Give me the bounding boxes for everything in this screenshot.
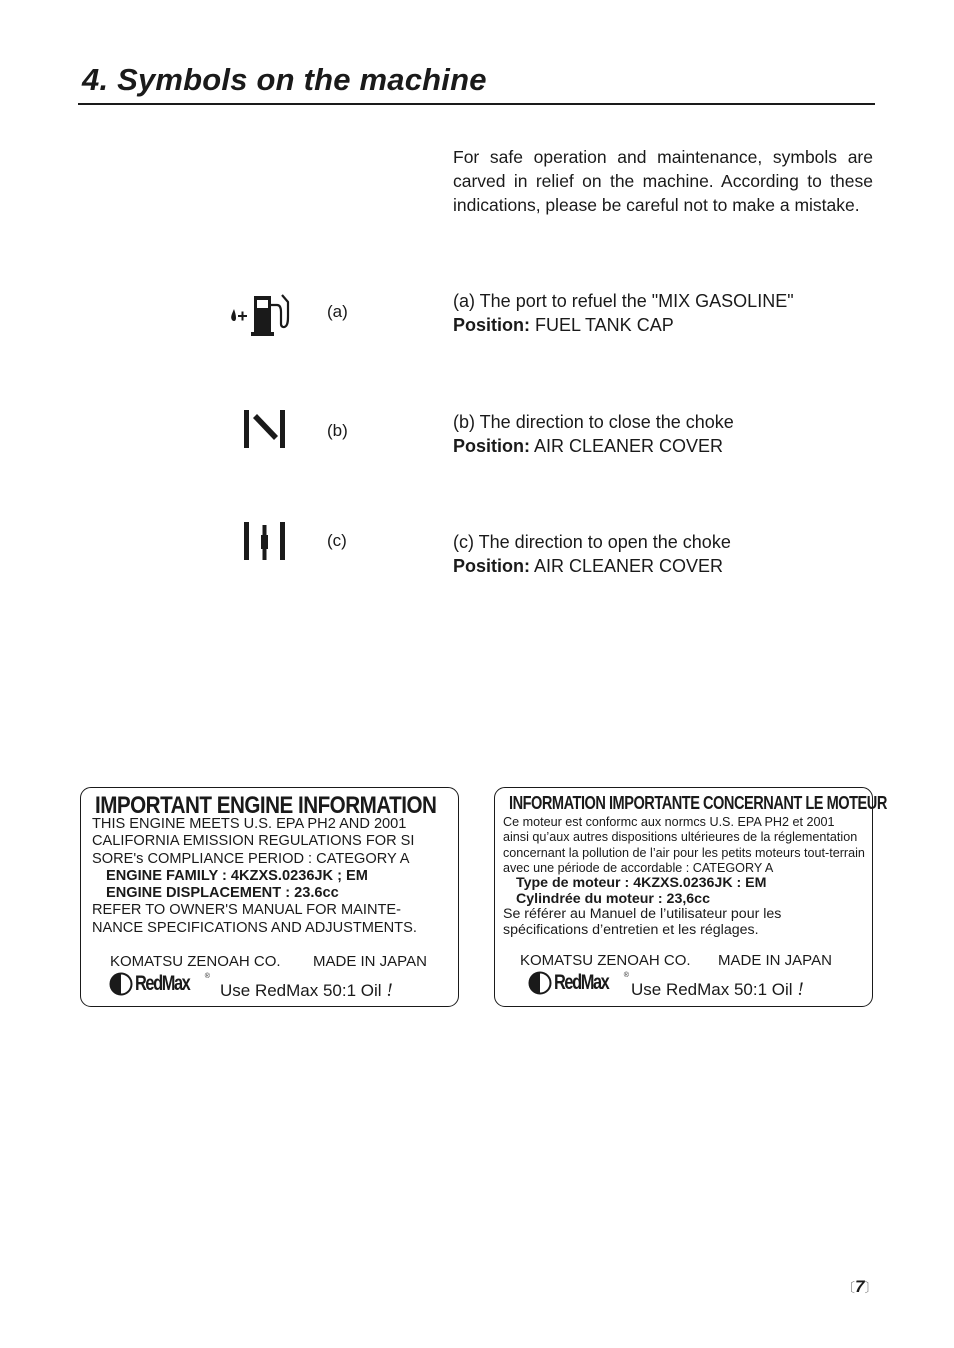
- label-fr-line: Ce moteur est conformc aux normcs U.S. EPA PH2 et 2001: [503, 815, 835, 829]
- symbol-c-text: (c) The direction to open the choke: [453, 532, 731, 552]
- label-en-oil: [220, 980, 393, 1002]
- symbol-a-text: (a) The port to refuel the "MIX GASOLINE": [453, 291, 794, 311]
- label-en-origin: MADE IN JAPAN: [313, 953, 427, 970]
- symbol-c-position: [453, 554, 873, 578]
- engine-label-english: [80, 787, 459, 1007]
- label-en-line: THIS ENGINE MEETS U.S. EPA PH2 AND 2001: [92, 816, 407, 832]
- redmax-logo-icon: [528, 971, 552, 995]
- redmax-brand: RedMax: [554, 971, 609, 994]
- page-number-value: 7: [855, 1277, 865, 1296]
- redmax-logo-icon: [109, 972, 133, 996]
- label-fr-maker: KOMATSU ZENOAH CO.: [520, 952, 691, 969]
- label-en-title: IMPORTANT ENGINE INFORMATION: [95, 792, 437, 819]
- label-en-maker: KOMATSU ZENOAH CO.: [110, 953, 281, 970]
- oil-text: Use RedMax 50:1 Oil: [220, 981, 382, 1000]
- label-fr-family: Type de moteur : 4KZXS.0236JK : EM: [516, 875, 767, 891]
- choke-open-icon: [235, 518, 305, 568]
- label-en-line: SORE's COMPLIANCE PERIOD : CATEGORY A: [92, 850, 410, 867]
- redmax-logo: [528, 971, 629, 995]
- page-title: 4. Symbols on the machine: [82, 62, 487, 97]
- label-fr-line: concernant la pollution de l’air pour les petits moteurs tout-terrain: [503, 845, 865, 860]
- registered-mark: ®: [204, 972, 210, 980]
- label-en-displacement: ENGINE DISPLACEMENT : 23.6cc: [106, 885, 339, 902]
- registered-mark: ®: [623, 971, 629, 979]
- page-bracket-open: 〔: [842, 1280, 856, 1295]
- label-fr-oil: [631, 979, 804, 1001]
- symbol-letter-b: (b): [327, 421, 348, 440]
- redmax-brand: RedMax: [135, 972, 190, 995]
- position-value: FUEL TANK CAP: [530, 315, 674, 335]
- page-bracket-close: 〕: [864, 1280, 878, 1295]
- position-label: Position:: [453, 315, 530, 335]
- symbol-b-description: [453, 410, 873, 458]
- label-en-family: ENGINE FAMILY : 4KZXS.0236JK ; EM: [106, 867, 368, 884]
- intro-paragraph: For safe operation and maintenance, symbols are carved in relief on the machine. According to these indications, please be careful not to make a mistake.: [453, 147, 873, 215]
- label-en-line: CALIFORNIA EMISSION REGULATIONS FOR SI: [92, 833, 415, 850]
- symbol-c-description: [453, 530, 873, 578]
- choke-closed-icon: [235, 406, 305, 456]
- label-en-refer: NANCE SPECIFICATIONS AND ADJUSTMENTS.: [92, 919, 417, 936]
- label-fr-title: INFORMATION IMPORTANTE CONCERNANT LE MOTEUR: [509, 793, 887, 813]
- symbol-letter-c: (c): [327, 531, 347, 550]
- fuel-pump-icon: [225, 290, 295, 340]
- position-label: Position:: [453, 436, 530, 456]
- label-fr-body: [503, 815, 865, 876]
- oil-text: Use RedMax 50:1 Oil: [631, 980, 793, 999]
- position-value: AIR CLEANER COVER: [530, 436, 724, 456]
- symbol-a-description: [453, 289, 873, 337]
- symbol-b-position: [453, 434, 873, 458]
- engine-label-french: [494, 787, 887, 1007]
- label-en-refer: REFER TO OWNER'S MANUAL FOR MAINTE-: [92, 902, 402, 919]
- page-number: [842, 1277, 878, 1297]
- position-value: AIR CLEANER COVER: [530, 556, 724, 576]
- exclamation: !: [386, 980, 393, 1001]
- label-fr-displacement: Cylindrée du moteur : 23,6cc: [516, 890, 710, 907]
- label-fr-line: avec une période de accordable : CATEGORY A: [503, 860, 774, 875]
- label-fr-refer: Se référer au Manuel de l’utilisateur pour les: [503, 906, 782, 922]
- title-rule: [78, 103, 875, 105]
- symbol-letter-a: (a): [327, 302, 348, 321]
- redmax-logo: [109, 972, 210, 996]
- label-en-body: [92, 816, 417, 937]
- label-fr-refer: spécifications d’entretien et les réglages.: [503, 921, 759, 938]
- label-fr-line: ainsi qu’aux autres dispositions ultérieures de la réglementation: [503, 830, 858, 845]
- position-label: Position:: [453, 556, 530, 576]
- symbol-b-text: (b) The direction to close the choke: [453, 412, 734, 432]
- exclamation: !: [797, 979, 804, 1000]
- symbol-a-position: [453, 313, 873, 337]
- label-fr-origin: MADE IN JAPAN: [718, 952, 832, 969]
- label-fr-specs: [503, 876, 781, 938]
